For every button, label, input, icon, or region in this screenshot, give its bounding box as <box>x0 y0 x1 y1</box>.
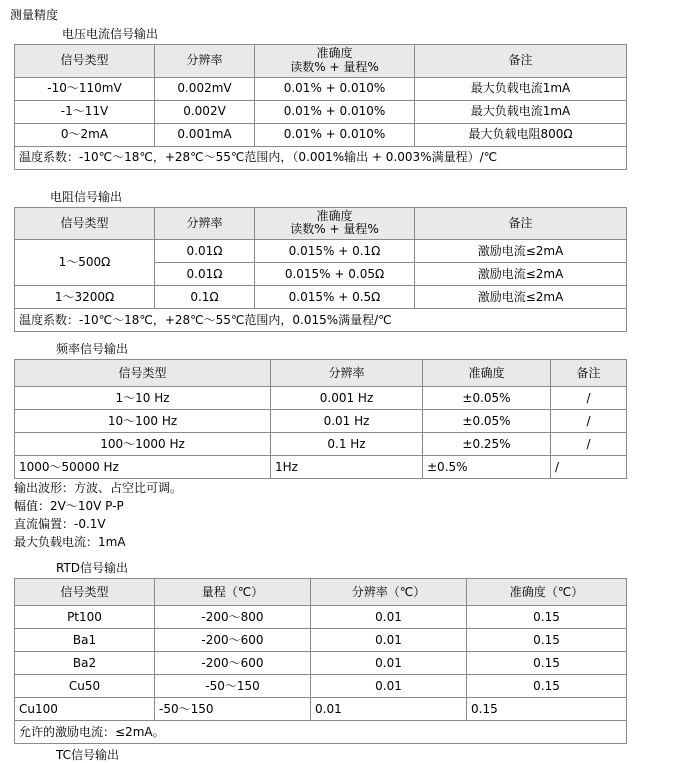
cell-accuracy: 0.01% + 0.010% <box>255 123 415 146</box>
column-header-range: 量程（℃） <box>155 579 311 606</box>
column-header-signal-type: 信号类型 <box>15 360 271 387</box>
table-row <box>15 77 627 100</box>
cell-signal-type: Pt100 <box>15 606 155 629</box>
spacer <box>0 332 676 340</box>
spacer <box>0 551 676 559</box>
cell-accuracy: 0.015% + 0.05Ω <box>255 263 415 286</box>
section-heading-frequency: 频率信号输出 <box>56 342 129 357</box>
cell-resolution: 0.01Ω <box>155 263 255 286</box>
cell-resolution: 0.1Ω <box>155 286 255 309</box>
table-resistance <box>14 207 627 333</box>
table-header-row <box>15 45 627 78</box>
table-frequency <box>14 359 627 479</box>
cell-signal-type: Ba2 <box>15 652 155 675</box>
cell-remark: 激励电流≤2mA <box>415 286 627 309</box>
table-header-row <box>15 207 627 240</box>
table-row <box>15 387 627 410</box>
column-header-remark: 备注 <box>415 45 627 78</box>
cell-signal-type: 1～500Ω <box>15 240 155 286</box>
cell-signal-type: -10～110mV <box>15 77 155 100</box>
table-row <box>15 410 627 433</box>
table-row <box>15 675 627 698</box>
table-row <box>15 698 627 721</box>
column-header-remark: 备注 <box>551 360 627 387</box>
column-header-signal-type: 信号类型 <box>15 45 155 78</box>
cell-remark: 激励电流≤2mA <box>415 240 627 263</box>
cell-resolution: 0.01Ω <box>155 240 255 263</box>
cell-accuracy: ±0.5% <box>423 456 551 479</box>
cell-remark: / <box>551 456 627 479</box>
column-header-accuracy-main: 准确度 <box>316 208 353 223</box>
table-row <box>15 100 627 123</box>
cell-signal-type: 1～10 Hz <box>15 387 271 410</box>
cell-resolution: 0.002mV <box>155 77 255 100</box>
cell-resolution: 0.01 <box>311 606 467 629</box>
table-note-row <box>15 721 627 744</box>
cell-accuracy: 0.15 <box>467 606 627 629</box>
cell-resolution: 0.01 <box>311 629 467 652</box>
cell-accuracy: 0.01% + 0.010% <box>255 100 415 123</box>
cell-remark: 最大负载电流1mA <box>415 100 627 123</box>
cell-resolution: 0.01 <box>311 652 467 675</box>
cell-accuracy: ±0.05% <box>423 410 551 433</box>
cell-signal-type: Cu50 <box>15 675 155 698</box>
cell-accuracy: 0.15 <box>467 675 627 698</box>
cell-remark: 最大负载电阻800Ω <box>415 123 627 146</box>
cell-resolution: 0.001 Hz <box>271 387 423 410</box>
column-header-accuracy: 准确度（℃） <box>467 579 627 606</box>
section-heading-tc: TC信号输出 <box>56 748 120 763</box>
cell-range: -200～600 <box>155 652 311 675</box>
cell-resolution: 0.01 Hz <box>271 410 423 433</box>
cell-range: -200～600 <box>155 629 311 652</box>
section-heading-rtd: RTD信号输出 <box>56 561 129 576</box>
frequency-extra-line-3: 直流偏置：-0.1V <box>14 517 106 532</box>
cell-accuracy: 0.15 <box>467 629 627 652</box>
cell-signal-type: Cu100 <box>15 698 155 721</box>
cell-accuracy: 0.15 <box>467 652 627 675</box>
column-header-accuracy: 准确度 <box>423 360 551 387</box>
table-row <box>15 606 627 629</box>
column-header-signal-type: 信号类型 <box>15 579 155 606</box>
cell-remark: / <box>551 433 627 456</box>
cell-remark: / <box>551 387 627 410</box>
table-note-row <box>15 146 627 169</box>
cell-signal-type: 1～3200Ω <box>15 286 155 309</box>
cell-note: 温度系数：-10℃～18℃，+28℃～55℃范围内，0.015%满量程/℃ <box>15 309 627 332</box>
document-page <box>0 6 676 763</box>
cell-signal-type: 1000～50000 Hz <box>15 456 271 479</box>
cell-signal-type: 10～100 Hz <box>15 410 271 433</box>
cell-accuracy: 0.015% + 0.5Ω <box>255 286 415 309</box>
cell-resolution: 0.01 <box>311 675 467 698</box>
frequency-extra-line-4: 最大负载电流：1mA <box>14 535 126 550</box>
page-title: 测量精度 <box>10 8 59 22</box>
cell-note: 温度系数：-10℃～18℃，+28℃～55℃范围内，（0.001%输出 + 0.003%满量程）/℃ <box>15 146 627 169</box>
column-header-signal-type: 信号类型 <box>15 207 155 240</box>
table-row <box>15 433 627 456</box>
column-header-accuracy-main: 准确度 <box>316 46 353 60</box>
table-header-row <box>15 579 627 606</box>
cell-resolution: 0.001mA <box>155 123 255 146</box>
column-header-remark: 备注 <box>415 207 627 240</box>
cell-resolution: 1Hz <box>271 456 423 479</box>
table-row <box>15 123 627 146</box>
column-header-accuracy-sub: 读数% + 量程% <box>290 59 379 74</box>
cell-signal-type: Ba1 <box>15 629 155 652</box>
column-header-resolution: 分辨率 <box>271 360 423 387</box>
section-heading-voltage-current: 电压电流信号输出 <box>62 27 159 41</box>
column-header-accuracy-sub: 读数% + 量程% <box>290 222 379 237</box>
cell-remark: / <box>551 410 627 433</box>
cell-note: 允许的激励电流：≤2mA。 <box>15 721 627 744</box>
cell-range: -50～150 <box>155 698 311 721</box>
cell-accuracy: 0.015% + 0.1Ω <box>255 240 415 263</box>
table-voltage-current <box>14 44 627 170</box>
column-header-accuracy <box>255 207 415 240</box>
table-note-row <box>15 309 627 332</box>
cell-range: -200～800 <box>155 606 311 629</box>
cell-resolution: 0.1 Hz <box>271 433 423 456</box>
cell-resolution: 0.002V <box>155 100 255 123</box>
section-heading-resistance: 电阻信号输出 <box>50 189 123 204</box>
frequency-extra-line-1: 输出波形：方波、占空比可调。 <box>14 481 183 496</box>
cell-resolution: 0.01 <box>311 698 467 721</box>
column-header-accuracy <box>255 45 415 78</box>
cell-accuracy: 0.15 <box>467 698 627 721</box>
table-rtd <box>14 578 627 744</box>
cell-remark: 最大负载电流1mA <box>415 77 627 100</box>
table-row <box>15 286 627 309</box>
cell-signal-type: 0～2mA <box>15 123 155 146</box>
cell-signal-type: -1～11V <box>15 100 155 123</box>
table-row <box>15 652 627 675</box>
cell-accuracy: ±0.25% <box>423 433 551 456</box>
column-header-resolution: 分辨率 <box>155 207 255 240</box>
frequency-extra-line-2: 幅值：2V～10V P-P <box>14 499 124 514</box>
table-row <box>15 240 627 263</box>
cell-remark: 激励电流≤2mA <box>415 263 627 286</box>
column-header-resolution: 分辨率 <box>155 45 255 78</box>
table-header-row <box>15 360 627 387</box>
table-row <box>15 629 627 652</box>
cell-accuracy: ±0.05% <box>423 387 551 410</box>
cell-signal-type: 100～1000 Hz <box>15 433 271 456</box>
spacer <box>0 170 676 188</box>
cell-accuracy: 0.01% + 0.010% <box>255 77 415 100</box>
cell-range: -50～150 <box>155 675 311 698</box>
column-header-resolution: 分辨率（℃） <box>311 579 467 606</box>
table-row <box>15 456 627 479</box>
